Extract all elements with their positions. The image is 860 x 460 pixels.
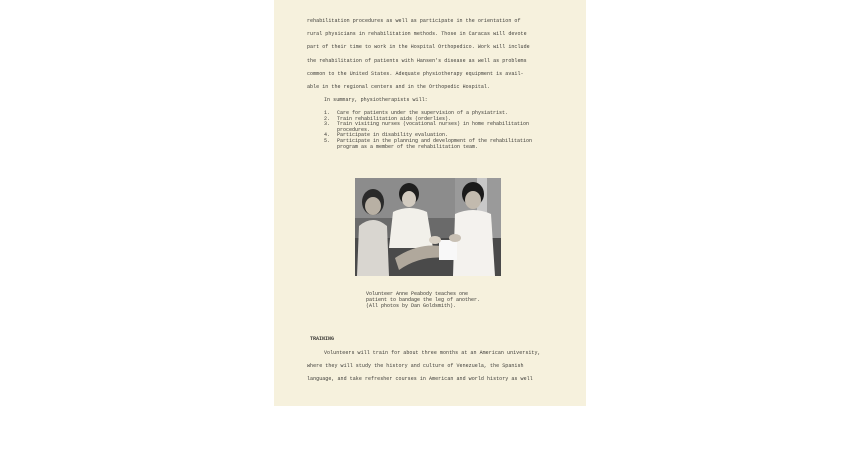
list-item-number: 5.	[324, 137, 331, 144]
caption-line: (All photos by Dan Goldsmith).	[366, 302, 457, 309]
caption-line: Volunteer Anne Peabody teaches one	[366, 291, 469, 297]
list-item	[324, 139, 532, 150]
body-line: the rehabilitation of patients with Hansen's disease as well as problems	[307, 58, 527, 64]
training-line: language, and take refresher courses in American and world history as well	[307, 376, 533, 382]
photo-caption	[366, 292, 480, 309]
list-item-text: Care for patients under the supervision of a physiatrist.	[337, 110, 509, 116]
list-item-number: 1.	[324, 110, 331, 116]
list-item-number: 3.	[324, 121, 331, 128]
duties-list	[324, 111, 532, 150]
list-item-number: 2.	[324, 115, 331, 122]
list-item-text: Train rehabilitation aids (orderlies).	[337, 115, 452, 122]
caption-line: patient to bandage the leg of another.	[366, 296, 481, 303]
body-line: able in the regional centers and in the Orthopedic Hospital.	[307, 84, 491, 90]
section-heading-training: TRAINING	[310, 336, 335, 342]
body-line: rehabilitation procedures as well as participate in the orientation of	[307, 18, 521, 24]
document-page	[274, 0, 586, 406]
body-line: common to the United States. Adequate physiotherapy equipment is avail-	[307, 71, 524, 77]
training-line: Volunteers will train for about three months at an American university,	[324, 350, 541, 356]
body-line: part of their time to work in the Hospital Orthopedico. Work will include	[307, 44, 530, 50]
list-item-text: Train visiting nurses (vocational nurses) in home rehabilitation procedures.	[337, 121, 530, 133]
list-item-text: Participate in disability evaluation.	[337, 132, 449, 139]
summary-intro: In summary, physiotherapists will:	[324, 97, 428, 103]
list-item-number: 4.	[324, 132, 331, 139]
photo-illustration	[355, 178, 501, 276]
training-line: where they will study the history and culture of Venezuela, the Spanish	[307, 363, 524, 369]
body-line: rural physicians in rehabilitation methods. Those in Caracas will devote	[307, 31, 527, 37]
photo-volunteer-teaching-bandaging	[355, 178, 501, 276]
list-item-text: Participate in the planning and development of the rehabilitation program as a member of the rehabilitation team.	[337, 137, 533, 150]
